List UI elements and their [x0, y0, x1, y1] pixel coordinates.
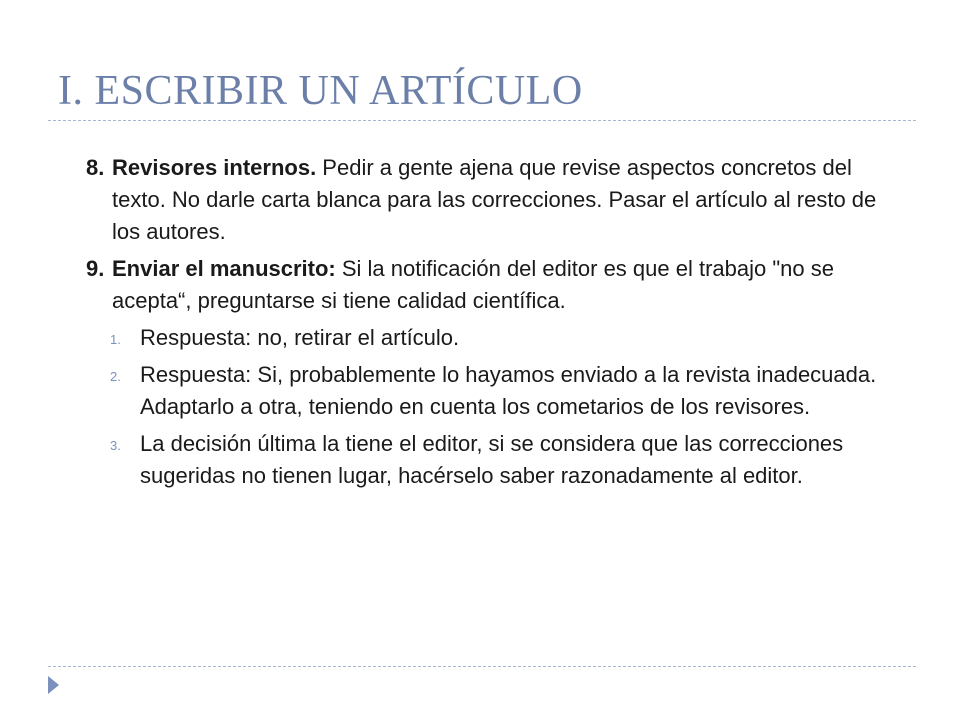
- item-text: Pedir a gente ajena que revise aspectos concretos del texto. No darle carta blanca para las correcciones. Pasar el artículo al resto de los autores.: [112, 155, 877, 244]
- list-item-9: [86, 253, 906, 317]
- title-divider: [48, 120, 916, 121]
- item-text: Si la notificación del editor es que el trabajo "no se acepta“, preguntarse si tiene calidad científica.: [112, 256, 834, 313]
- sub-item-text: Respuesta: Si, probablemente lo hayamos enviado a la revista inadecuada. Adaptarlo a otra, teniendo en cuenta los cometarios de los revisores.: [140, 362, 877, 419]
- sub-item-2: [86, 359, 906, 423]
- slide-title: I. ESCRIBIR UN ARTÍCULO: [58, 68, 583, 114]
- play-arrow-icon: [48, 676, 59, 694]
- sub-item-number: 2.: [110, 369, 121, 384]
- item-heading: Enviar el manuscrito:: [112, 256, 336, 281]
- sub-item-number: 1.: [110, 332, 121, 347]
- footer-divider: [48, 666, 916, 667]
- list-item-8: [86, 152, 906, 248]
- sub-item-text: Respuesta: no, retirar el artículo.: [140, 325, 460, 350]
- sub-item-number: 3.: [110, 438, 121, 453]
- sub-item-3: [86, 428, 906, 492]
- item-number: 8.: [86, 155, 105, 180]
- item-number: 9.: [86, 256, 105, 281]
- sub-item-text: La decisión última la tiene el editor, si se considera que las correcciones sugeridas no tienen lugar, hacérselo saber razonadamente al editor.: [140, 431, 844, 488]
- sub-item-1: [86, 322, 906, 354]
- item-heading: Revisores internos.: [112, 155, 317, 180]
- slide-content: [86, 152, 906, 497]
